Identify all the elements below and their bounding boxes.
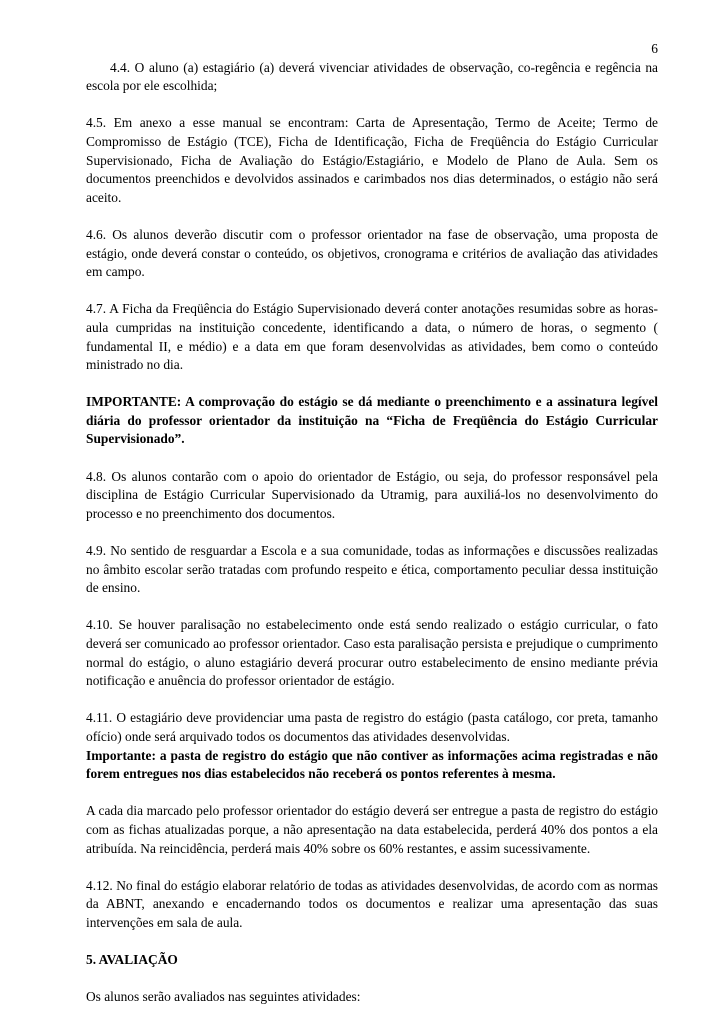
paragraph-4-12: 4.12. No final do estágio elaborar relatório de todas as atividades desenvolvidas, de acordo com as normas da ABNT, anexando e encadernando todos os documentos e realizar uma apresentação das suas intervenções em sala de aula. <box>86 877 658 930</box>
paragraph-4-5: 4.5. Em anexo a esse manual se encontram: Carta de Apresentação, Termo de Aceite; Termo de Compromisso de Estágio (TCE), Ficha de Identificação, Ficha de Freqüência do Estágio Curricular Supervisionado, Ficha de Avaliação do Estágio/Estagiário, e Modelo de Plano de Aula. Sem os documentos preenchidos e devolvidos assinados e carimbados nos dias determinados, o estágio não será aceito. <box>86 115 658 205</box>
page-number: 6 <box>651 41 658 56</box>
important-notice-folder: Importante: a pasta de registro do estágio que não contiver as informações acima registradas e não forem entregues nos dias estabelecidos não receberá os pontos referentes à mesma. <box>86 747 658 782</box>
document-page <box>86 40 658 1025</box>
paragraph-4-7: 4.7. A Ficha da Freqüência do Estágio Supervisionado deverá conter anotações resumidas sobre as horas-aula cumpridas na instituição concedente, identificando a data, o número de horas, o segmento ( fundamental II, e médio) e a data em que foram desenvolvidas as atividades, bem como o conteúdo ministrado no dia. <box>86 301 658 373</box>
paragraph-4-11: 4.11. O estagiário deve providenciar uma pasta de registro do estágio (pasta catálogo, cor preta, tamanho ofício) onde será arquivado todos os documentos das atividades desenvolvidas. <box>86 710 658 744</box>
paragraph-4-9: 4.9. No sentido de resguardar a Escola e a sua comunidade, todas as informações e discussões realizadas no âmbito escolar serão tratadas com profundo respeito e ética, comportamento peculiar dessa instituição de ensino. <box>86 543 658 596</box>
paragraph-4-6: 4.6. Os alunos deverão discutir com o professor orientador na fase de observação, uma proposta de estágio, onde deverá constar o conteúdo, os objetivos, cronograma e critérios de avaliação das atividades em campo. <box>86 226 658 280</box>
paragraph-4-10: 4.10. Se houver paralisação no estabelecimento onde está sendo realizado o estágio curricular, o fato deverá ser comunicado ao professor orientador. Caso esta paralisação persista e prejudique o cumprimento normal do estágio, o aluno estagiário deverá procurar outro estabelecimento de ensino mediante prévia notificação e anuência do professor orientador de estágio. <box>86 617 658 689</box>
paragraph-4-4: 4.4. O aluno (a) estagiário (a) deverá vivenciar atividades de observação, co-regência e regência na escola por ele escolhida; <box>86 59 658 94</box>
important-notice-frequency: IMPORTANTE: A comprovação do estágio se dá mediante o preenchimento e a assinatura legível diária do professor orientador da instituição na “Ficha de Freqüência do Estágio Curricular Supervisionado”. <box>86 394 658 447</box>
section-heading-avaliacao: 5. AVALIAÇÃO <box>86 952 178 968</box>
section-intro-avaliacao: Os alunos serão avaliados nas seguintes atividades: <box>86 989 361 1005</box>
paragraph-cada-dia: A cada dia marcado pelo professor orientador do estágio deverá ser entregue a pasta de registro do estágio com as fichas atualizadas porque, a não apresentação na data estabelecida, perderá 40% dos pontos a ela atribuída. Na reincidência, perderá mais 40% sobre os 60% restantes, e assim sucessivamente. <box>86 803 658 856</box>
paragraph-4-8: 4.8. Os alunos contarão com o apoio do orientador de Estágio, ou seja, do professor responsável pela disciplina de Estágio Curricular Supervisionado da Utramig, para auxiliá-los no desenvolvimento do processo e no preenchimento dos documentos. <box>86 468 658 521</box>
